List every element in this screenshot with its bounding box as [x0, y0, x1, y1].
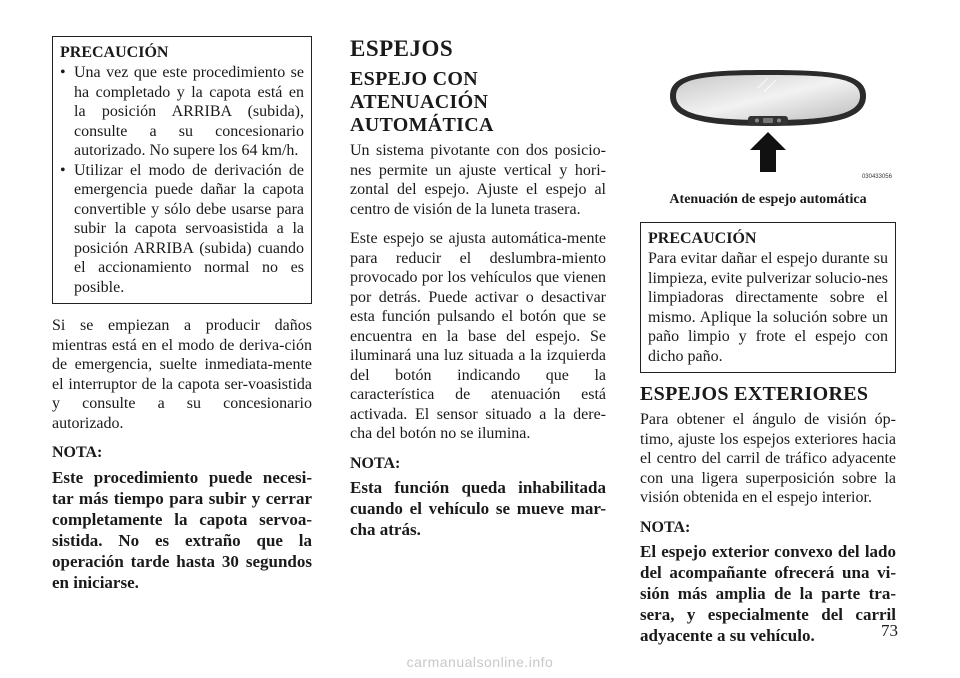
watermark: carmanualsonline.info — [406, 654, 554, 670]
column-middle — [350, 36, 606, 540]
caution-bullet-list — [60, 63, 304, 297]
note-label: NOTA: — [350, 454, 401, 472]
section-heading: ESPEJOS EXTERIORES — [640, 383, 869, 405]
caution-bullet: • Una vez que este procedimiento se ha completado y la capota está en la posición ARRIBA (subida), consulte a su concesionario autorizado. No supere los 64 km/h. — [60, 63, 304, 161]
caution-title: PRECAUCIÓN — [60, 44, 169, 61]
caution-bullet: • Utilizar el modo de derivación de emergencia puede dañar la capota convertible y sólo debe usarse para subir la capota servoasistida a la posición ARRIBA (subida) cuando el accionamiento normal no es posible. — [60, 161, 304, 298]
note-text: Esta función queda inhabilitada cuando el vehículo se mueve mar-cha atrás. — [350, 478, 606, 539]
note-label: NOTA: — [52, 444, 103, 461]
note-text: Este procedimiento puede necesi-tar más tiempo para subir y cerrar completamente la capota servoa-sistida. No es extraño que la operación tarde hasta 30 segundos en iniciarse. — [52, 467, 312, 592]
caution-text: Para evitar dañar el espejo durante su limpieza, evite pulverizar solucio-nes limpiadoras directamente sobre el mismo. Aplique la solución sobre un paño limpio y frote el espejo con dicho paño. — [648, 250, 888, 365]
caution-title: PRECAUCIÓN — [648, 230, 757, 247]
mirror-figure — [640, 36, 896, 180]
subsection-heading: ESPEJO CON ATENUACIÓN AUTOMÁTICA — [350, 68, 494, 136]
figure-caption: Atenuación de espejo automática — [669, 192, 867, 207]
caution-box-convertible — [52, 36, 312, 304]
section-heading: ESPEJOS — [350, 36, 454, 61]
note-label: NOTA: — [640, 518, 691, 536]
rearview-mirror-icon — [640, 36, 896, 176]
note-text: El espejo exterior convexo del lado del acompañante ofrecerá una vi-sión más amplia de la parte tra-sera, y especialmente del carril adyacente a su vehículo. — [640, 542, 896, 645]
page-number: 73 — [881, 621, 898, 640]
caution-box-mirror — [640, 222, 896, 373]
body-paragraph: Este espejo se ajusta automática-mente para reducir el deslumbra-miento provocado por los vehículos que vienen por detrás. Puede activar o desactivar esta función pulsando el botón que se encuentra en la base del espejo. Se iluminará una luz situada a la izquierda del botón indicando que la característica de atenuación está activada. El sensor situado a la dere-cha del botón no se ilumina. — [350, 230, 606, 442]
column-right — [640, 36, 896, 646]
figure-code: 030433056 — [861, 174, 892, 180]
body-paragraph: Para obtener el ángulo de visión óp-timo, ajuste los espejos exteriores hacia el centro del carril de tráfico adyacente con una ligera superposición sobre la visión obtenida en el espejo interior. — [640, 411, 896, 506]
column-left — [52, 36, 312, 593]
body-paragraph: Si se empiezan a producir daños mientras está en el modo de deriva-ción de emergencia, suelte inmediata-mente el interruptor de la capota ser-voasistida y consulte a su concesionario autorizado. — [52, 317, 312, 432]
body-paragraph: Un sistema pivotante con dos posicio-nes permite un ajuste vertical y hori-zontal del espejo. Ajuste el espejo al centro de visión de la luneta trasera. — [350, 142, 606, 218]
